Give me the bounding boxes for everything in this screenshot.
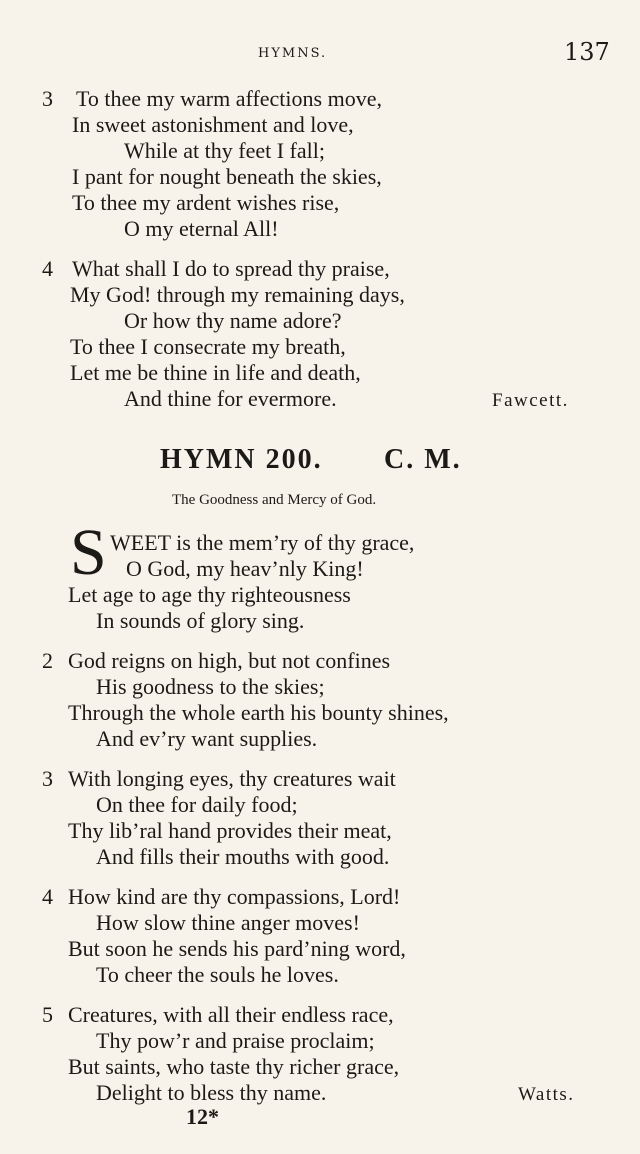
verse-line: To thee my warm affections move, xyxy=(76,86,382,111)
verse-line: O my eternal All! xyxy=(124,216,279,241)
hymn-title: HYMN 200. xyxy=(160,444,323,475)
verse-line: Thy lib’ral hand provides their meat, xyxy=(68,818,392,843)
verse-line: And thine for evermore. xyxy=(124,386,337,411)
verse-line: In sounds of glory sing. xyxy=(96,608,305,633)
verse-line: What shall I do to spread thy praise, xyxy=(72,256,390,281)
stanza-number: 3 xyxy=(42,766,53,791)
verse-line: But saints, who taste thy richer grace, xyxy=(68,1054,400,1079)
verse-line: In sweet astonishment and love, xyxy=(72,112,354,137)
verse-line: God reigns on high, but not confines xyxy=(68,648,391,673)
stanza-number: 3 xyxy=(42,86,53,111)
verse-line: Creatures, with all their endless race, xyxy=(68,1002,394,1027)
page-number: 137 xyxy=(564,38,610,66)
verse-line: His goodness to the skies; xyxy=(96,674,325,699)
stanza-number: 4 xyxy=(42,256,53,281)
verse-line: With longing eyes, thy creatures wait xyxy=(68,766,396,791)
verse-line: While at thy feet I fall; xyxy=(124,138,325,163)
drop-cap: S xyxy=(70,516,107,589)
verse-line: Delight to bless thy name. xyxy=(96,1080,327,1105)
verse-line: And ev’ry want supplies. xyxy=(96,726,318,751)
stanza-number: 2 xyxy=(42,648,53,673)
verse-line: How slow thine anger moves! xyxy=(96,910,360,935)
printer-signature-mark: 12* xyxy=(186,1104,219,1129)
running-head: HYMNS. xyxy=(258,46,328,61)
hymn-subtitle: The Goodness and Mercy of God. xyxy=(172,492,377,508)
verse-line: To cheer the souls he loves. xyxy=(96,962,339,987)
verse-line: I pant for nought beneath the skies, xyxy=(72,164,382,189)
verse-line: Through the whole earth his bounty shines, xyxy=(68,700,449,725)
stanza-number: 4 xyxy=(42,884,53,909)
verse-line: But soon he sends his pard’ning word, xyxy=(68,936,406,961)
verse-line: How kind are thy compassions, Lord! xyxy=(68,884,401,909)
verse-line: Let age to age thy righteousness xyxy=(68,582,351,607)
hymn-meter: C. M. xyxy=(384,444,462,475)
author-attribution: Fawcett. xyxy=(492,390,569,411)
verse-line: Thy pow’r and praise proclaim; xyxy=(96,1028,375,1053)
verse-line: On thee for daily food; xyxy=(96,792,298,817)
verse-line: To thee my ardent wishes rise, xyxy=(72,190,340,215)
verse-line: Let me be thine in life and death, xyxy=(70,360,361,385)
stanza-number: 5 xyxy=(42,1002,53,1027)
verse-line: And fills their mouths with good. xyxy=(96,844,390,869)
verse-line: My God! through my remaining days, xyxy=(70,282,405,307)
verse-line: To thee I consecrate my breath, xyxy=(70,334,346,359)
verse-line: O God, my heav’nly King! xyxy=(126,556,364,581)
author-attribution: Watts. xyxy=(518,1084,575,1105)
verse-line: Or how thy name adore? xyxy=(124,308,342,333)
verse-line: WEET is the mem’ry of thy grace, xyxy=(110,530,415,555)
